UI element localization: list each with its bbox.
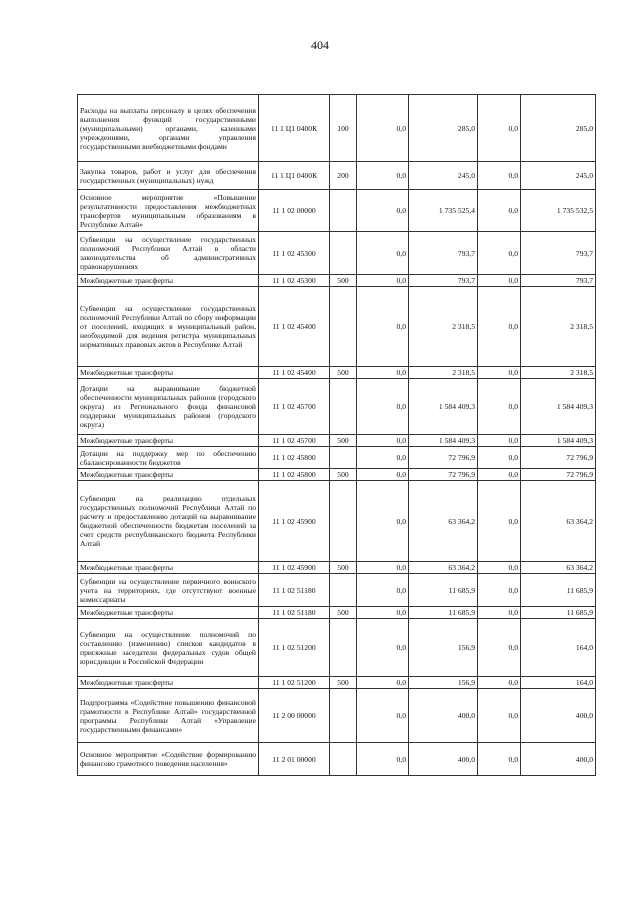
row-value-3-cell: 0,0 (478, 447, 521, 469)
row-name-cell: Межбюджетные трансферты (78, 435, 259, 447)
row-code-cell: 11 1 02 45800 (259, 447, 330, 469)
table-row (78, 232, 596, 275)
row-vr-cell (330, 689, 357, 743)
row-value-4-cell: 11 685,9 (521, 607, 596, 619)
row-code-cell: 11 1 02 45800 (259, 469, 330, 481)
row-value-4-cell: 1 584 409,3 (521, 379, 596, 435)
row-value-2-cell: 285,0 (409, 95, 478, 162)
row-value-2-cell: 1 735 525,4 (409, 190, 478, 232)
budget-table (77, 94, 596, 776)
row-name-cell: Подпрограмма «Содействие повышению финансовой грамотности в Республике Алтай» государственной программы Республики Алтай «Управление государственными финансами» (78, 689, 259, 743)
row-value-3-cell: 0,0 (478, 275, 521, 287)
row-name-cell: Основное мероприятие «Повышение результативности предоставления межбюджетных трансфертов муниципальным образованиям в Республике Алтай» (78, 190, 259, 232)
table-row (78, 689, 596, 743)
row-vr-cell (330, 447, 357, 469)
row-value-1-cell: 0,0 (357, 574, 409, 607)
row-name-cell: Дотации на поддержку мер по обеспечению сбалансированности бюджетов (78, 447, 259, 469)
row-vr-cell (330, 574, 357, 607)
row-name-cell: Межбюджетные трансферты (78, 677, 259, 689)
row-vr-cell: 500 (330, 607, 357, 619)
row-value-4-cell: 1 735 532,5 (521, 190, 596, 232)
row-value-1-cell: 0,0 (357, 481, 409, 562)
row-code-cell: 11 1 02 45700 (259, 379, 330, 435)
row-value-2-cell: 156,9 (409, 677, 478, 689)
row-value-2-cell: 2 318,5 (409, 287, 478, 367)
row-code-cell: 11 2 01 00000 (259, 743, 330, 776)
row-name-cell: Субвенции на осуществление государственных полномочий Республики Алтай по сбору информации от поселений, входящих в муниципальный район, необходимой для ведения регистра муниципальных нормативных правовых актов в Республике Алтай (78, 287, 259, 367)
row-name-cell: Субвенции на реализацию отдельных государственных полномочий Республики Алтай по расчету и предоставлению дотаций на выравнивание бюджетной обеспеченности бюджетам поселений за счет средств республиканского бюджета Республики Алтай (78, 481, 259, 562)
row-value-2-cell: 400,0 (409, 689, 478, 743)
row-value-3-cell: 0,0 (478, 469, 521, 481)
row-name-cell: Субвенции на осуществление полномочий по составлению (изменению) списков кандидатов в присяжные заседатели федеральных судов общей юрисдикции в Российской Федерации (78, 619, 259, 677)
row-code-cell: 11 1 02 45300 (259, 275, 330, 287)
row-vr-cell: 200 (330, 162, 357, 190)
row-vr-cell (330, 379, 357, 435)
row-code-cell: 11 1 02 45400 (259, 287, 330, 367)
row-vr-cell (330, 743, 357, 776)
row-code-cell: 11 1 Ц1 0400К (259, 95, 330, 162)
row-vr-cell (330, 232, 357, 275)
row-code-cell: 11 1 Ц1 0400К (259, 162, 330, 190)
row-value-2-cell: 1 584 409,3 (409, 379, 478, 435)
table-row (78, 435, 596, 447)
row-value-3-cell: 0,0 (478, 481, 521, 562)
row-code-cell: 11 1 02 51180 (259, 574, 330, 607)
table-row (78, 379, 596, 435)
row-code-cell: 11 1 02 45400 (259, 367, 330, 379)
row-value-4-cell: 1 584 409,3 (521, 435, 596, 447)
table-row (78, 95, 596, 162)
row-value-1-cell: 0,0 (357, 275, 409, 287)
row-value-1-cell: 0,0 (357, 689, 409, 743)
row-code-cell: 11 1 02 45700 (259, 435, 330, 447)
row-vr-cell (330, 287, 357, 367)
row-vr-cell: 100 (330, 95, 357, 162)
row-value-2-cell: 400,0 (409, 743, 478, 776)
table-row (78, 367, 596, 379)
row-value-2-cell: 156,9 (409, 619, 478, 677)
row-vr-cell: 500 (330, 275, 357, 287)
row-value-1-cell: 0,0 (357, 743, 409, 776)
table-row (78, 607, 596, 619)
row-value-4-cell: 164,0 (521, 619, 596, 677)
row-name-cell: Расходы на выплаты персоналу в целях обеспечения выполнения функций государственными (муниципальными) органами, казенными учреждениями, органами управления государственными внебюджетными фондами (78, 95, 259, 162)
row-name-cell: Межбюджетные трансферты (78, 469, 259, 481)
row-name-cell: Основное мероприятие «Содействие формированию финансово грамотного поведения населения» (78, 743, 259, 776)
row-code-cell: 11 1 02 51180 (259, 607, 330, 619)
row-value-2-cell: 1 584 409,3 (409, 435, 478, 447)
row-code-cell: 11 1 02 51200 (259, 677, 330, 689)
row-value-3-cell: 0,0 (478, 190, 521, 232)
row-value-2-cell: 11 685,9 (409, 607, 478, 619)
table-row (78, 481, 596, 562)
row-value-4-cell: 63 364,2 (521, 481, 596, 562)
row-value-1-cell: 0,0 (357, 677, 409, 689)
row-code-cell: 11 1 02 51200 (259, 619, 330, 677)
row-value-1-cell: 0,0 (357, 190, 409, 232)
row-value-3-cell: 0,0 (478, 162, 521, 190)
row-value-2-cell: 793,7 (409, 275, 478, 287)
row-value-1-cell: 0,0 (357, 447, 409, 469)
row-value-1-cell: 0,0 (357, 469, 409, 481)
row-vr-cell: 500 (330, 435, 357, 447)
row-value-4-cell: 2 318,5 (521, 367, 596, 379)
row-name-cell: Субвенции на осуществление первичного воинского учета на территориях, где отсутствуют военные комиссариаты (78, 574, 259, 607)
row-value-4-cell: 793,7 (521, 275, 596, 287)
row-value-3-cell: 0,0 (478, 435, 521, 447)
row-value-4-cell: 245,0 (521, 162, 596, 190)
row-value-3-cell: 0,0 (478, 562, 521, 574)
row-value-3-cell: 0,0 (478, 95, 521, 162)
row-value-2-cell: 72 796,9 (409, 447, 478, 469)
table-row (78, 619, 596, 677)
row-vr-cell: 500 (330, 562, 357, 574)
row-value-4-cell: 400,0 (521, 743, 596, 776)
row-code-cell: 11 1 02 45900 (259, 481, 330, 562)
row-value-1-cell: 0,0 (357, 619, 409, 677)
row-value-3-cell: 0,0 (478, 367, 521, 379)
row-value-4-cell: 72 796,9 (521, 447, 596, 469)
row-value-3-cell: 0,0 (478, 379, 521, 435)
row-value-3-cell: 0,0 (478, 743, 521, 776)
row-name-cell: Межбюджетные трансферты (78, 275, 259, 287)
table-row (78, 574, 596, 607)
row-vr-cell: 500 (330, 469, 357, 481)
table-row (78, 190, 596, 232)
row-value-4-cell: 400,0 (521, 689, 596, 743)
row-vr-cell (330, 481, 357, 562)
row-value-1-cell: 0,0 (357, 367, 409, 379)
page-number: 404 (311, 38, 329, 52)
row-vr-cell (330, 190, 357, 232)
row-value-4-cell: 2 318,5 (521, 287, 596, 367)
row-name-cell: Межбюджетные трансферты (78, 607, 259, 619)
row-value-1-cell: 0,0 (357, 162, 409, 190)
row-value-2-cell: 63 364,2 (409, 562, 478, 574)
row-value-4-cell: 63 364,2 (521, 562, 596, 574)
row-value-1-cell: 0,0 (357, 435, 409, 447)
row-name-cell: Межбюджетные трансферты (78, 562, 259, 574)
row-value-2-cell: 793,7 (409, 232, 478, 275)
row-value-4-cell: 285,0 (521, 95, 596, 162)
row-value-3-cell: 0,0 (478, 574, 521, 607)
row-value-3-cell: 0,0 (478, 287, 521, 367)
table-row (78, 469, 596, 481)
row-value-1-cell: 0,0 (357, 379, 409, 435)
row-vr-cell: 500 (330, 677, 357, 689)
table-row (78, 162, 596, 190)
row-vr-cell: 500 (330, 367, 357, 379)
row-name-cell: Дотации на выравнивание бюджетной обеспеченности муниципальных районов (городского округа) из Регионального фонда финансовой поддержки муниципальных районов (городского округа) (78, 379, 259, 435)
row-value-3-cell: 0,0 (478, 607, 521, 619)
row-value-2-cell: 2 318,5 (409, 367, 478, 379)
row-code-cell: 11 1 02 45300 (259, 232, 330, 275)
row-code-cell: 11 2 00 00000 (259, 689, 330, 743)
row-value-3-cell: 0,0 (478, 232, 521, 275)
row-value-1-cell: 0,0 (357, 95, 409, 162)
budget-table-body (78, 95, 596, 776)
row-value-3-cell: 0,0 (478, 619, 521, 677)
row-name-cell: Межбюджетные трансферты (78, 367, 259, 379)
row-value-3-cell: 0,0 (478, 689, 521, 743)
row-value-4-cell: 164,0 (521, 677, 596, 689)
table-row (78, 287, 596, 367)
row-value-4-cell: 793,7 (521, 232, 596, 275)
row-vr-cell (330, 619, 357, 677)
row-value-1-cell: 0,0 (357, 232, 409, 275)
table-row (78, 743, 596, 776)
row-value-2-cell: 245,0 (409, 162, 478, 190)
row-name-cell: Закупка товаров, работ и услуг для обеспечения государственных (муниципальных) нужд (78, 162, 259, 190)
row-value-3-cell: 0,0 (478, 677, 521, 689)
row-value-1-cell: 0,0 (357, 562, 409, 574)
table-row (78, 447, 596, 469)
row-value-4-cell: 72 796,9 (521, 469, 596, 481)
row-value-1-cell: 0,0 (357, 607, 409, 619)
row-value-2-cell: 63 364,2 (409, 481, 478, 562)
row-value-1-cell: 0,0 (357, 287, 409, 367)
row-value-4-cell: 11 685,9 (521, 574, 596, 607)
table-row (78, 275, 596, 287)
row-code-cell: 11 1 02 00000 (259, 190, 330, 232)
row-name-cell: Субвенции на осуществление государственных полномочий Республики Алтай в области законодательства об административных правонарушениях (78, 232, 259, 275)
row-code-cell: 11 1 02 45900 (259, 562, 330, 574)
row-value-2-cell: 11 685,9 (409, 574, 478, 607)
table-row (78, 562, 596, 574)
row-value-2-cell: 72 796,9 (409, 469, 478, 481)
table-row (78, 677, 596, 689)
